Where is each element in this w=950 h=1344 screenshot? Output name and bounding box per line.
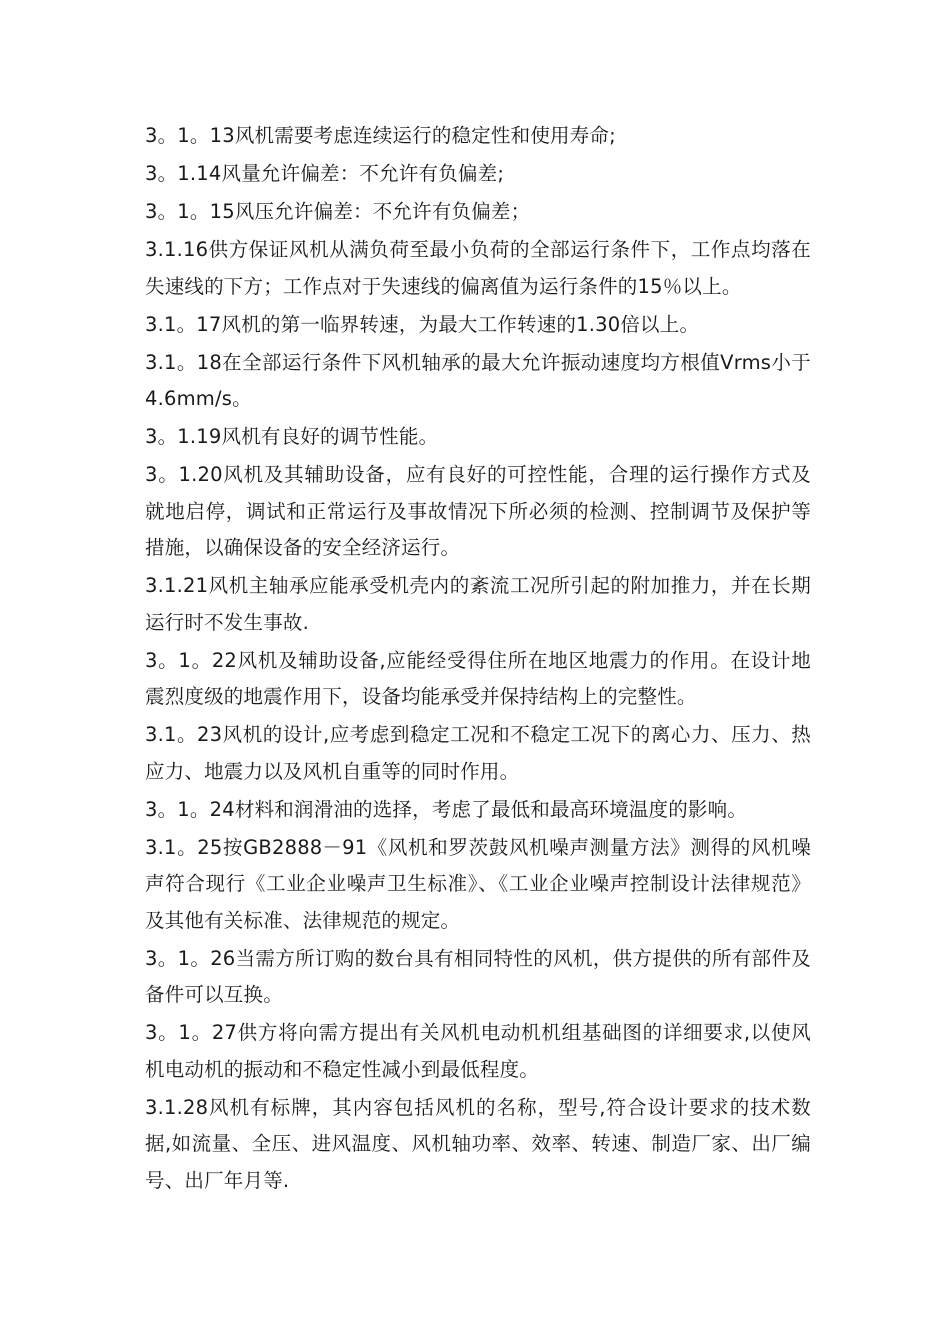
paragraph-3-1-21: 3.1.21风机主轴承应能承受机壳内的紊流工况所引起的附加推力，并在长期运行时不发生事故. xyxy=(145,574,811,634)
paragraph-3-1-27: 3。1。27供方将向需方提出有关风机电动机机组基础图的详细要求,以使风机电动机的振动和不稳定性减小到最低程度。 xyxy=(145,1021,811,1081)
document-body xyxy=(145,118,811,1201)
paragraph-3-1-13: 3。1。13风机需要考虑连续运行的稳定性和使用寿命; xyxy=(145,124,616,147)
paragraph-3-1-23: 3.1。23风机的设计,应考虑到稳定工况和不稳定工况下的离心力、压力、热应力、地震力以及风机自重等的同时作用。 xyxy=(145,723,811,783)
paragraph-3-1-17: 3.1。17风机的第一临界转速，为最大工作转速的1.30倍以上。 xyxy=(145,312,700,336)
paragraph-3-1-15: 3。1。15风压允许偏差：不允许有负偏差； xyxy=(145,200,531,223)
paragraph-3-1-26: 3。1。26当需方所订购的数台具有相同特性的风机，供方提供的所有部件及备件可以互换。 xyxy=(145,946,811,1006)
paragraph-3-1-28: 3.1.28风机有标牌，其内容包括风机的名称，型号,符合设计要求的技术数据,如流量、全压、进风温度、风机轴功率、效率、转速、制造厂家、出厂编号、出厂年月等. xyxy=(145,1095,811,1192)
paragraph-3-1-20: 3。1.20风机及其辅助设备，应有良好的可控性能，合理的运行操作方式及就地启停，调试和正常运行及事故情况下所必须的检测、控制调节及保护等措施，以确保设备的安全经济运行。 xyxy=(145,463,811,559)
paragraph-3-1-25: 3.1。25按GB2888－91《风机和罗茨鼓风机噪声测量方法》测得的风机噪声符合现行《工业企业噪声卫生标准》、《工业企业噪声控制设计法律规范》及其他有关标准、法律规范的规定。 xyxy=(145,835,811,932)
paragraph-3-1-24: 3。1。24材料和润滑油的选择，考虑了最低和最高环境温度的影响。 xyxy=(145,797,748,821)
paragraph-3-1-14: 3。1.14风量允许偏差：不允许有负偏差; xyxy=(145,162,505,185)
paragraph-3-1-16: 3.1.16供方保证风机从满负荷至最小负荷的全部运行条件下，工作点均落在失速线的下方；工作点对于失速线的偏离值为运行条件的15％以上。 xyxy=(145,238,811,298)
paragraph-3-1-18: 3.1。18在全部运行条件下风机轴承的最大允许振动速度均方根值Vrms小于4.6mm/s。 xyxy=(145,350,811,410)
paragraph-3-1-19: 3。1.19风机有良好的调节性能。 xyxy=(145,425,439,448)
paragraph-3-1-22: 3。1。22风机及辅助设备,应能经受得住所在地区地震力的作用。在设计地震烈度级的地震作用下，设备均能承受并保持结构上的完整性。 xyxy=(145,648,811,708)
